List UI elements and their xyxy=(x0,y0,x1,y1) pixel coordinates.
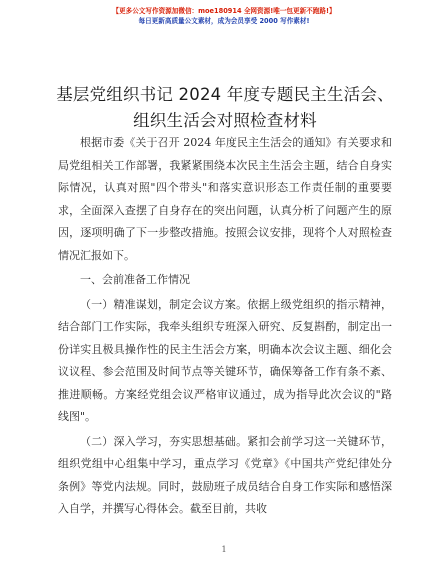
document-body xyxy=(58,132,392,521)
section-heading-1: 一、会前准备工作情况 xyxy=(80,273,190,286)
document-title: 基层党组织书记 2024 年度专题民主生活会、组织生活会对照检查材料 xyxy=(56,85,394,130)
header-banner xyxy=(0,6,448,26)
page-number: 1 xyxy=(221,545,227,554)
body-paragraph-2: （二）深入学习，夯实思想基础。紧扣会前学习这一关键环节，组织党组中心组集中学习，重点学习《党章》《中国共产党纪律处分条例》等党内法规。同时，鼓励班子成员结合自身工作实际和感悟深入自学，并撰写心得体会。截至目前，共收 xyxy=(58,434,392,515)
banner-line-2: 每日更新高质量公文素材，成为会员享受 2000 写作素材! xyxy=(138,17,310,25)
body-paragraph-1: （一）精准谋划，制定会议方案。依据上级党组织的指示精神，结合部门工作实际，我牵头组织专班深入研究、反复斟酌，制定出一份详实且极具操作性的民主生活会方案，明确本次会议主题、细化会议议程、参会范围及时间节点等关键环节，确保筹备工作有条不紊、推进顺畅。方案经党组会议严格审议通过，成为指导此次会议的"路线图"。 xyxy=(58,297,392,423)
intro-paragraph: 根据市委《关于召开 2024 年度民主生活会的通知》有关要求和局党组相关工作部署，我紧紧围绕本次民主生活会主题，结合自身实际情况，认真对照"四个带头"和落实意识形态工作责任制的重要要求，全面深入查摆了自身存在的突出问题，认真分析了问题产生的原因，逐项明确了下一步整改措施。按照会议安排，现将个人对照检查情况汇报如下。 xyxy=(58,136,392,262)
banner-line-1: 【更多公文写作资源加微信：moe180914 全网资源!唯一包更新不跑路!】 xyxy=(112,7,336,15)
